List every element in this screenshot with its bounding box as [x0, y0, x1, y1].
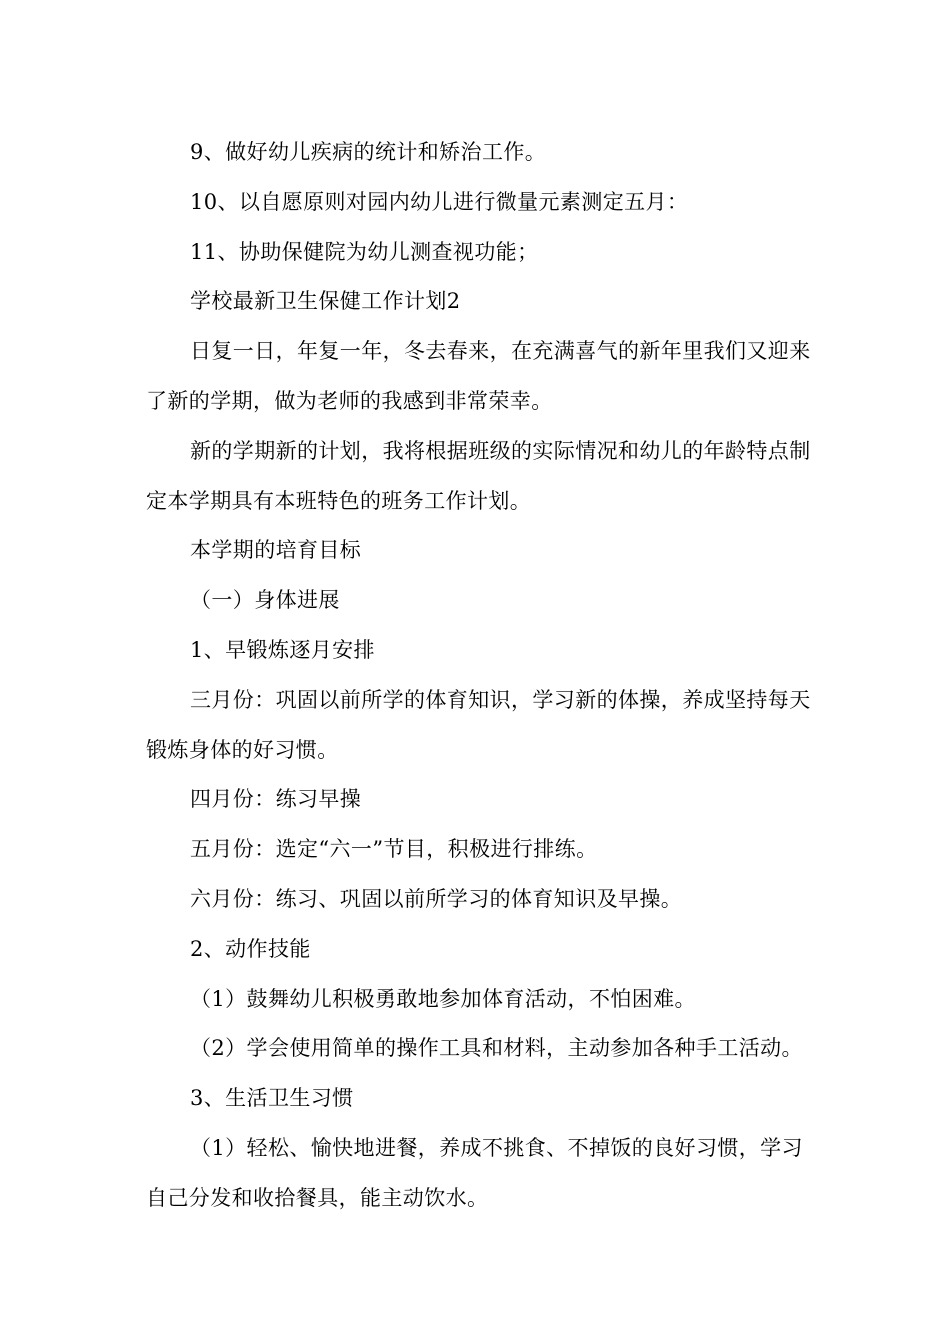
paragraph-may: 五月份：选定“六一”节目，积极进行排练。	[190, 837, 598, 862]
heading-motor-skills: 2、动作技能	[190, 936, 311, 961]
paragraph-april: 四月份：练习早操	[190, 787, 362, 812]
paragraph-skill-1: （1）鼓舞幼儿积极勇敢地参加体育活动，不怕困难。	[190, 986, 696, 1011]
document-body	[146, 128, 816, 1224]
paragraph-hygiene-1: （1）轻松、愉快地进餐，养成不挑食、不掉饭的良好习惯，学习自己分发和收拾餐具，能主动饮水。	[146, 1135, 803, 1210]
paragraph-item-11: 11、协助保健院为幼儿测查视功能；	[190, 239, 539, 264]
heading-hygiene: 3、生活卫生习惯	[190, 1086, 354, 1111]
paragraph-skill-2: （2）学会使用简单的操作工具和材料，主动参加各种手工活动。	[190, 1036, 803, 1061]
heading-goals: 本学期的培育目标	[190, 538, 362, 563]
paragraph-item-10: 10、以自愿原则对园内幼儿进行微量元素测定五月：	[190, 189, 689, 214]
heading-morning-exercise: 1、早锻炼逐月安排	[190, 637, 375, 662]
paragraph-march: 三月份：巩固以前所学的体育知识，学习新的体操，养成坚持每天锻炼身体的好习惯。	[146, 687, 811, 762]
paragraph-june: 六月份：练习、巩固以前所学习的体育知识及早操。	[190, 886, 683, 911]
heading-physical: （一）身体进展	[190, 588, 340, 613]
paragraph-intro-1: 日复一日，年复一年，冬去春来，在充满喜气的新年里我们又迎来了新的学期，做为老师的我感到非常荣幸。	[146, 339, 811, 413]
paragraph-intro-2: 新的学期新的计划，我将根据班级的实际情况和幼儿的年龄特点制定本学期具有本班特色的班务工作计划。	[146, 438, 811, 513]
section-title: 学校最新卫生保健工作计划2	[190, 289, 461, 314]
paragraph-item-9: 9、做好幼儿疾病的统计和矫治工作。	[190, 140, 547, 164]
